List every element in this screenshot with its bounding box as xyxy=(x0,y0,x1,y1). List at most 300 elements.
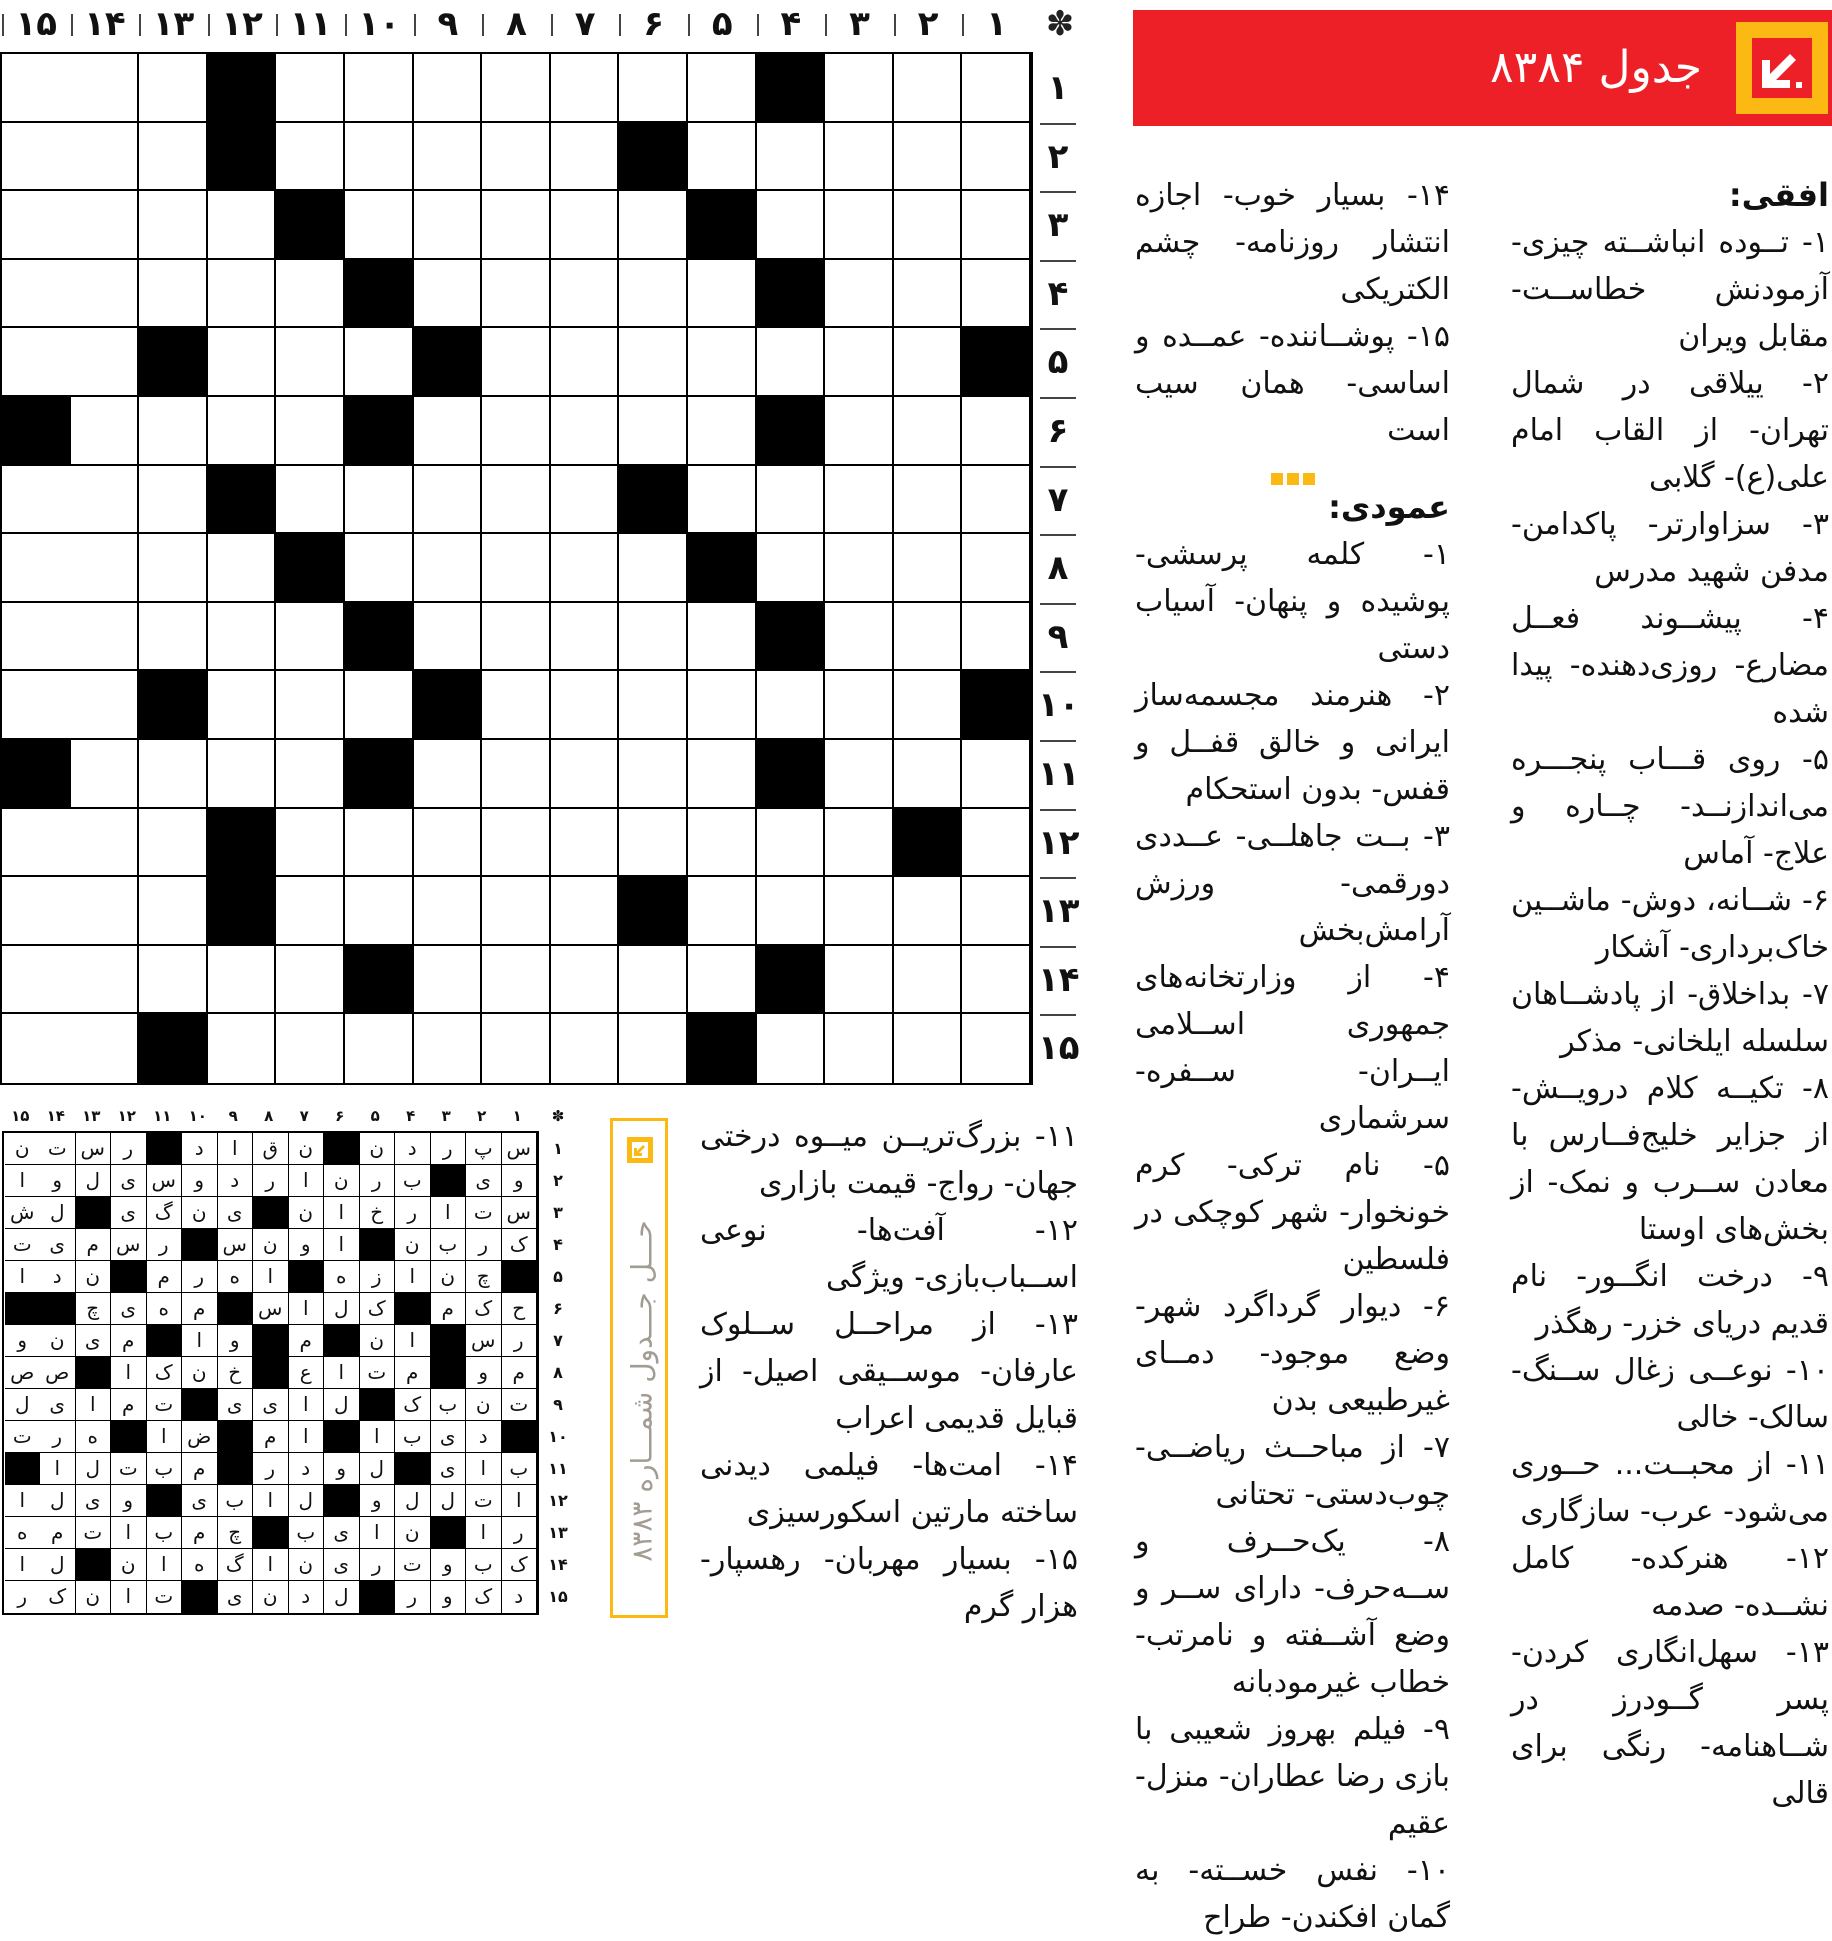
grid-cell[interactable] xyxy=(276,603,345,672)
grid-cell[interactable] xyxy=(894,397,963,466)
solution-row-number: ۷ xyxy=(553,1331,563,1350)
grid-cell[interactable] xyxy=(345,54,414,123)
grid-cell[interactable] xyxy=(71,1014,140,1083)
grid-cell[interactable] xyxy=(345,671,414,740)
solution-column-number: ۳ xyxy=(441,1107,451,1125)
grid-cell[interactable] xyxy=(71,328,140,397)
grid-cell[interactable] xyxy=(894,260,963,329)
solution-cell: ل xyxy=(360,1453,396,1485)
solution-row-number: ۸ xyxy=(553,1363,563,1382)
grid-cell[interactable] xyxy=(962,946,1031,1015)
solution-cell: ی xyxy=(324,1549,360,1581)
grid-cell[interactable] xyxy=(482,397,551,466)
solution-cell: س xyxy=(218,1229,254,1261)
solution-column-number: ۲ xyxy=(477,1107,487,1125)
grid-cell[interactable] xyxy=(276,328,345,397)
grid-cell[interactable] xyxy=(962,534,1031,603)
grid-cell[interactable] xyxy=(71,809,140,878)
grid-cell[interactable] xyxy=(619,809,688,878)
grid-cell[interactable] xyxy=(276,260,345,329)
grid-cell[interactable] xyxy=(208,1014,277,1083)
grid-cell[interactable] xyxy=(139,877,208,946)
grid-cell[interactable] xyxy=(962,260,1031,329)
grid-cell[interactable] xyxy=(688,603,757,672)
crossword-grid[interactable] xyxy=(0,52,1033,1085)
grid-cell[interactable] xyxy=(345,1014,414,1083)
grid-cell[interactable] xyxy=(688,946,757,1015)
solution-column-number: ۷ xyxy=(299,1107,309,1125)
grid-cell[interactable] xyxy=(825,603,894,672)
grid-cell[interactable] xyxy=(2,466,71,535)
solution-cell: ا xyxy=(253,1485,289,1517)
grid-cell[interactable] xyxy=(2,946,71,1015)
solution-cell: ن xyxy=(289,1197,325,1229)
solution-cell: ا xyxy=(289,1293,325,1325)
grid-cell[interactable] xyxy=(414,809,483,878)
solution-cell: ن xyxy=(360,1133,396,1165)
grid-cell[interactable] xyxy=(276,877,345,946)
solution-black-cell xyxy=(324,1325,360,1357)
grid-cell[interactable] xyxy=(276,54,345,123)
grid-cell[interactable] xyxy=(825,671,894,740)
grid-cell[interactable] xyxy=(2,1014,71,1083)
grid-cell[interactable] xyxy=(894,671,963,740)
grid-cell[interactable] xyxy=(757,877,826,946)
grid-cell[interactable] xyxy=(414,123,483,192)
solution-cell: ا xyxy=(289,1165,325,1197)
grid-cell[interactable] xyxy=(345,534,414,603)
grid-cell[interactable] xyxy=(71,123,140,192)
grid-cell[interactable] xyxy=(825,1014,894,1083)
column-number: ۱۴ xyxy=(84,4,126,44)
grid-cell[interactable] xyxy=(208,671,277,740)
arrow-down-left-icon xyxy=(627,1137,653,1163)
grid-cell[interactable] xyxy=(414,946,483,1015)
solution-cell: و xyxy=(289,1229,325,1261)
column-separator xyxy=(345,14,347,36)
grid-cell[interactable] xyxy=(276,397,345,466)
across-clue: ۳- سزاوارتر- پاکدامن- مدفن شهید مدرس xyxy=(1511,507,1829,589)
solution-black-cell xyxy=(40,1293,76,1325)
grid-cell[interactable] xyxy=(894,1014,963,1083)
grid-cell[interactable] xyxy=(962,123,1031,192)
solution-cell: ر xyxy=(111,1133,147,1165)
solution-cell: ب xyxy=(395,1421,431,1453)
grid-cell[interactable] xyxy=(276,740,345,809)
solution-cell: د xyxy=(289,1581,325,1613)
solution-column-number: ۱۱ xyxy=(153,1107,172,1125)
grid-cell[interactable] xyxy=(345,809,414,878)
solution-cell: ت xyxy=(502,1389,538,1421)
solution-row-number: ۴ xyxy=(553,1235,563,1254)
grid-cell[interactable] xyxy=(962,877,1031,946)
solution-cell: ا xyxy=(289,1421,325,1453)
grid-cell[interactable] xyxy=(619,328,688,397)
grid-cell[interactable] xyxy=(2,534,71,603)
grid-cell[interactable] xyxy=(619,946,688,1015)
grid-cell[interactable] xyxy=(2,328,71,397)
grid-cell[interactable] xyxy=(757,671,826,740)
solution-cell: ل xyxy=(40,1485,76,1517)
grid-cell[interactable] xyxy=(688,328,757,397)
solution-cell: ب xyxy=(147,1517,183,1549)
grid-cell[interactable] xyxy=(139,534,208,603)
grid-cell[interactable] xyxy=(825,466,894,535)
grid-cell[interactable] xyxy=(688,123,757,192)
across-clue: ۱۱- از محبــت... حــوری می‌شود- عرب- سازگاری xyxy=(1511,1447,1829,1529)
grid-cell[interactable] xyxy=(551,603,620,672)
grid-cell[interactable] xyxy=(414,534,483,603)
grid-cell[interactable] xyxy=(688,466,757,535)
grid-cell[interactable] xyxy=(139,740,208,809)
grid-cell[interactable] xyxy=(71,191,140,260)
grid-cell[interactable] xyxy=(71,260,140,329)
row-separator xyxy=(1040,671,1076,673)
grid-cell[interactable] xyxy=(962,603,1031,672)
grid-cell[interactable] xyxy=(551,671,620,740)
grid-cell[interactable] xyxy=(757,191,826,260)
grid-cell[interactable] xyxy=(894,534,963,603)
grid-cell[interactable] xyxy=(962,809,1031,878)
solution-cell: ن xyxy=(395,1229,431,1261)
grid-cell[interactable] xyxy=(551,534,620,603)
column-separator xyxy=(825,14,827,36)
solution-cell: د xyxy=(182,1133,218,1165)
grid-cell[interactable] xyxy=(482,946,551,1015)
grid-cell[interactable] xyxy=(894,191,963,260)
solution-cell: ن xyxy=(182,1357,218,1389)
grid-cell[interactable] xyxy=(2,191,71,260)
solution-cell: ت xyxy=(40,1133,76,1165)
grid-cell[interactable] xyxy=(276,1014,345,1083)
solution-column-number: ۴ xyxy=(406,1107,416,1125)
grid-cell[interactable] xyxy=(414,466,483,535)
grid-cell[interactable] xyxy=(208,740,277,809)
grid-cell[interactable] xyxy=(414,397,483,466)
grid-cell[interactable] xyxy=(619,397,688,466)
solution-black-cell xyxy=(431,1517,467,1549)
grid-cell[interactable] xyxy=(894,877,963,946)
grid-cell[interactable] xyxy=(208,397,277,466)
grid-cell[interactable] xyxy=(551,740,620,809)
grid-cell[interactable] xyxy=(482,740,551,809)
grid-cell[interactable] xyxy=(276,466,345,535)
across-clue: ۱- تــوده انباشــته چیزی- آزمودنش خطاســت- مقابل ویران xyxy=(1511,225,1829,354)
grid-cell[interactable] xyxy=(139,397,208,466)
grid-cell[interactable] xyxy=(414,1014,483,1083)
grid-cell[interactable] xyxy=(825,534,894,603)
grid-cell[interactable] xyxy=(619,260,688,329)
grid-cell[interactable] xyxy=(276,671,345,740)
grid-cell[interactable] xyxy=(619,54,688,123)
grid-cell[interactable] xyxy=(551,397,620,466)
solution-cell: ب xyxy=(466,1549,502,1581)
black-cell xyxy=(962,671,1031,740)
grid-cell[interactable] xyxy=(139,54,208,123)
solution-cell: ن xyxy=(76,1581,112,1613)
grid-cell[interactable] xyxy=(414,260,483,329)
grid-cell[interactable] xyxy=(551,123,620,192)
grid-cell[interactable] xyxy=(825,809,894,878)
grid-cell[interactable] xyxy=(619,1014,688,1083)
solution-cell: ر xyxy=(395,1197,431,1229)
solution-black-cell xyxy=(111,1421,147,1453)
grid-cell[interactable] xyxy=(688,54,757,123)
grid-cell[interactable] xyxy=(894,466,963,535)
across-clue: ۲- ییلاقی در شمال تهران- از القاب امام علی(ع)- گلابی xyxy=(1511,366,1829,495)
row-number: ۱۳ xyxy=(1038,891,1080,932)
grid-cell[interactable] xyxy=(962,466,1031,535)
grid-cell[interactable] xyxy=(619,671,688,740)
grid-cell[interactable] xyxy=(551,328,620,397)
grid-cell[interactable] xyxy=(757,123,826,192)
solution-cell: ا xyxy=(431,1197,467,1229)
across-clue: ۵- روی قـــاب پنجـــره می‌اندازنــد- چــاره و علاج- آماس xyxy=(1511,742,1829,871)
grid-cell[interactable] xyxy=(688,671,757,740)
grid-cell[interactable] xyxy=(276,946,345,1015)
solution-cell: ه xyxy=(218,1261,254,1293)
grid-cell[interactable] xyxy=(345,877,414,946)
grid-cell[interactable] xyxy=(825,328,894,397)
solution-black-cell xyxy=(147,1325,183,1357)
grid-cell[interactable] xyxy=(551,877,620,946)
grid-cell[interactable] xyxy=(551,260,620,329)
grid-cell[interactable] xyxy=(962,740,1031,809)
grid-cell[interactable] xyxy=(482,877,551,946)
grid-cell[interactable] xyxy=(894,740,963,809)
grid-cell[interactable] xyxy=(71,877,140,946)
column-number: ۱۲ xyxy=(221,4,263,44)
grid-cell[interactable] xyxy=(825,123,894,192)
grid-cell[interactable] xyxy=(825,54,894,123)
grid-cell[interactable] xyxy=(551,466,620,535)
grid-cell[interactable] xyxy=(757,534,826,603)
solution-grid xyxy=(2,1131,539,1615)
arrow-down-left-icon xyxy=(1736,22,1828,114)
solution-cell: ا xyxy=(5,1485,41,1517)
grid-cell[interactable] xyxy=(688,877,757,946)
grid-cell[interactable] xyxy=(619,191,688,260)
solution-cell: چ xyxy=(76,1293,112,1325)
grid-cell[interactable] xyxy=(276,123,345,192)
grid-cell[interactable] xyxy=(208,260,277,329)
grid-cell[interactable] xyxy=(482,603,551,672)
solution-cell: ا xyxy=(253,1549,289,1581)
grid-cell[interactable] xyxy=(71,466,140,535)
grid-cell[interactable] xyxy=(757,328,826,397)
grid-cell[interactable] xyxy=(71,54,140,123)
across-clue: ۱۰- نوعــی زغال ســنگ- سالک- خالی xyxy=(1511,1353,1829,1435)
column-separator xyxy=(551,14,553,36)
grid-cell[interactable] xyxy=(208,946,277,1015)
grid-cell[interactable] xyxy=(139,809,208,878)
grid-cell[interactable] xyxy=(619,603,688,672)
grid-cell[interactable] xyxy=(962,397,1031,466)
grid-cell[interactable] xyxy=(414,54,483,123)
solution-black-cell xyxy=(5,1453,41,1485)
across-clue: ۷- بداخلاق- از پادشــاهان سلسله ایلخانی- مذکر xyxy=(1511,977,1829,1059)
grid-cell[interactable] xyxy=(71,740,140,809)
grid-cell[interactable] xyxy=(139,603,208,672)
grid-cell[interactable] xyxy=(345,328,414,397)
solution-cell: ن xyxy=(289,1133,325,1165)
solution-cell: ت xyxy=(360,1357,396,1389)
grid-cell[interactable] xyxy=(894,328,963,397)
grid-cell[interactable] xyxy=(482,191,551,260)
solution-cell: ا xyxy=(324,1197,360,1229)
solution-cell: ل xyxy=(40,1549,76,1581)
row-number: ۸ xyxy=(1047,548,1069,589)
grid-cell[interactable] xyxy=(414,191,483,260)
solution-cell: م xyxy=(289,1325,325,1357)
grid-cell[interactable] xyxy=(139,260,208,329)
column-number: ۱۳ xyxy=(152,4,195,44)
grid-cell[interactable] xyxy=(962,54,1031,123)
grid-cell[interactable] xyxy=(551,809,620,878)
grid-cell[interactable] xyxy=(2,877,71,946)
solution-column-number: ۱۵ xyxy=(11,1107,30,1125)
grid-cell[interactable] xyxy=(482,328,551,397)
black-cell xyxy=(688,1014,757,1083)
grid-cell[interactable] xyxy=(688,809,757,878)
grid-cell[interactable] xyxy=(208,328,277,397)
solution-cell: س xyxy=(147,1165,183,1197)
black-cell xyxy=(208,466,277,535)
grid-cell[interactable] xyxy=(894,123,963,192)
solution-row-number: ۱۲ xyxy=(548,1491,568,1510)
grid-cell[interactable] xyxy=(825,397,894,466)
grid-cell[interactable] xyxy=(71,946,140,1015)
solution-column-number: ۱۳ xyxy=(82,1107,101,1125)
grid-cell[interactable] xyxy=(139,191,208,260)
solution-cell: ه xyxy=(76,1421,112,1453)
grid-cell[interactable] xyxy=(208,534,277,603)
separator-dots xyxy=(1135,454,1450,484)
column-number: ۵ xyxy=(711,4,733,44)
grid-cell[interactable] xyxy=(688,397,757,466)
row-separator xyxy=(1040,1014,1076,1016)
black-cell xyxy=(688,534,757,603)
grid-cell[interactable] xyxy=(825,260,894,329)
grid-cell[interactable] xyxy=(757,466,826,535)
solution-cell: م xyxy=(111,1389,147,1421)
grid-cell[interactable] xyxy=(71,397,140,466)
grid-cell[interactable] xyxy=(962,191,1031,260)
grid-cell[interactable] xyxy=(414,603,483,672)
grid-cell[interactable] xyxy=(208,603,277,672)
grid-cell[interactable] xyxy=(2,603,71,672)
down-clue: ۱۲- آفت‌ها- نوعی اســباب‌بازی- ویژگی xyxy=(700,1213,1078,1295)
grid-cell[interactable] xyxy=(139,946,208,1015)
grid-cell[interactable] xyxy=(2,671,71,740)
black-cell xyxy=(208,54,277,123)
solution-cell: ل xyxy=(431,1485,467,1517)
grid-cell[interactable] xyxy=(619,534,688,603)
grid-cell[interactable] xyxy=(894,946,963,1015)
solution-cell: س xyxy=(466,1325,502,1357)
down-clue: ۱۴- امت‌ها- فیلمی دیدنی ساخته مارتین اسکورسیزی xyxy=(700,1448,1078,1530)
column-separator xyxy=(276,14,278,36)
grid-cell[interactable] xyxy=(688,740,757,809)
grid-cell[interactable] xyxy=(71,603,140,672)
solution-cell: ا xyxy=(253,1261,289,1293)
solution-row-number: ۱۳ xyxy=(548,1523,568,1542)
grid-cell[interactable] xyxy=(825,946,894,1015)
black-cell xyxy=(414,328,483,397)
grid-cell[interactable] xyxy=(551,1014,620,1083)
solution-cell: ا xyxy=(5,1165,41,1197)
grid-cell[interactable] xyxy=(757,1014,826,1083)
solution-cell: ر xyxy=(40,1421,76,1453)
solution-cell: ا xyxy=(147,1549,183,1581)
grid-cell[interactable] xyxy=(551,946,620,1015)
grid-cell[interactable] xyxy=(551,54,620,123)
grid-cell[interactable] xyxy=(688,260,757,329)
grid-cell[interactable] xyxy=(482,809,551,878)
grid-cell[interactable] xyxy=(551,191,620,260)
solution-cell: ی xyxy=(324,1517,360,1549)
grid-cell[interactable] xyxy=(2,809,71,878)
solution-cell: خ xyxy=(218,1357,254,1389)
solution-cell: ب xyxy=(431,1389,467,1421)
grid-cell[interactable] xyxy=(482,260,551,329)
grid-cell[interactable] xyxy=(414,740,483,809)
solution-cell: گ xyxy=(147,1197,183,1229)
grid-cell[interactable] xyxy=(345,123,414,192)
grid-cell[interactable] xyxy=(757,809,826,878)
grid-cell[interactable] xyxy=(825,191,894,260)
solution-cell: ا xyxy=(5,1261,41,1293)
solution-cell: د xyxy=(218,1165,254,1197)
solution-label-frame xyxy=(610,1118,668,1618)
column-separator xyxy=(482,14,484,36)
grid-cell[interactable] xyxy=(139,466,208,535)
grid-cell[interactable] xyxy=(482,123,551,192)
column-separator xyxy=(962,14,964,36)
grid-cell[interactable] xyxy=(894,54,963,123)
solution-black-cell xyxy=(111,1261,147,1293)
grid-cell[interactable] xyxy=(482,1014,551,1083)
grid-cell[interactable] xyxy=(2,123,71,192)
across-clue: ۸- تکیــه کلام درویــش- از جزایر خلیج‌فــارس با معادن ســرب و نمک- از بخش‌های اوستا xyxy=(1511,1071,1829,1247)
column-number: ۶ xyxy=(643,4,665,44)
black-cell xyxy=(619,123,688,192)
grid-cell[interactable] xyxy=(71,671,140,740)
grid-cell[interactable] xyxy=(894,603,963,672)
grid-cell[interactable] xyxy=(414,877,483,946)
grid-cell[interactable] xyxy=(619,740,688,809)
grid-cell[interactable] xyxy=(482,534,551,603)
grid-cell[interactable] xyxy=(276,809,345,878)
grid-cell[interactable] xyxy=(345,466,414,535)
grid-cell[interactable] xyxy=(139,123,208,192)
grid-cell[interactable] xyxy=(482,54,551,123)
solution-cell: ب xyxy=(502,1453,538,1485)
grid-cell[interactable] xyxy=(2,54,71,123)
grid-cell[interactable] xyxy=(825,740,894,809)
grid-cell[interactable] xyxy=(345,191,414,260)
solution-cell: ن xyxy=(182,1197,218,1229)
grid-cell[interactable] xyxy=(482,466,551,535)
grid-cell[interactable] xyxy=(71,534,140,603)
solution-cell: س xyxy=(502,1133,538,1165)
grid-cell[interactable] xyxy=(962,1014,1031,1083)
main-grid-column-header xyxy=(0,0,1075,48)
grid-cell[interactable] xyxy=(208,191,277,260)
grid-cell[interactable] xyxy=(825,877,894,946)
grid-cell[interactable] xyxy=(2,260,71,329)
grid-cell[interactable] xyxy=(482,671,551,740)
